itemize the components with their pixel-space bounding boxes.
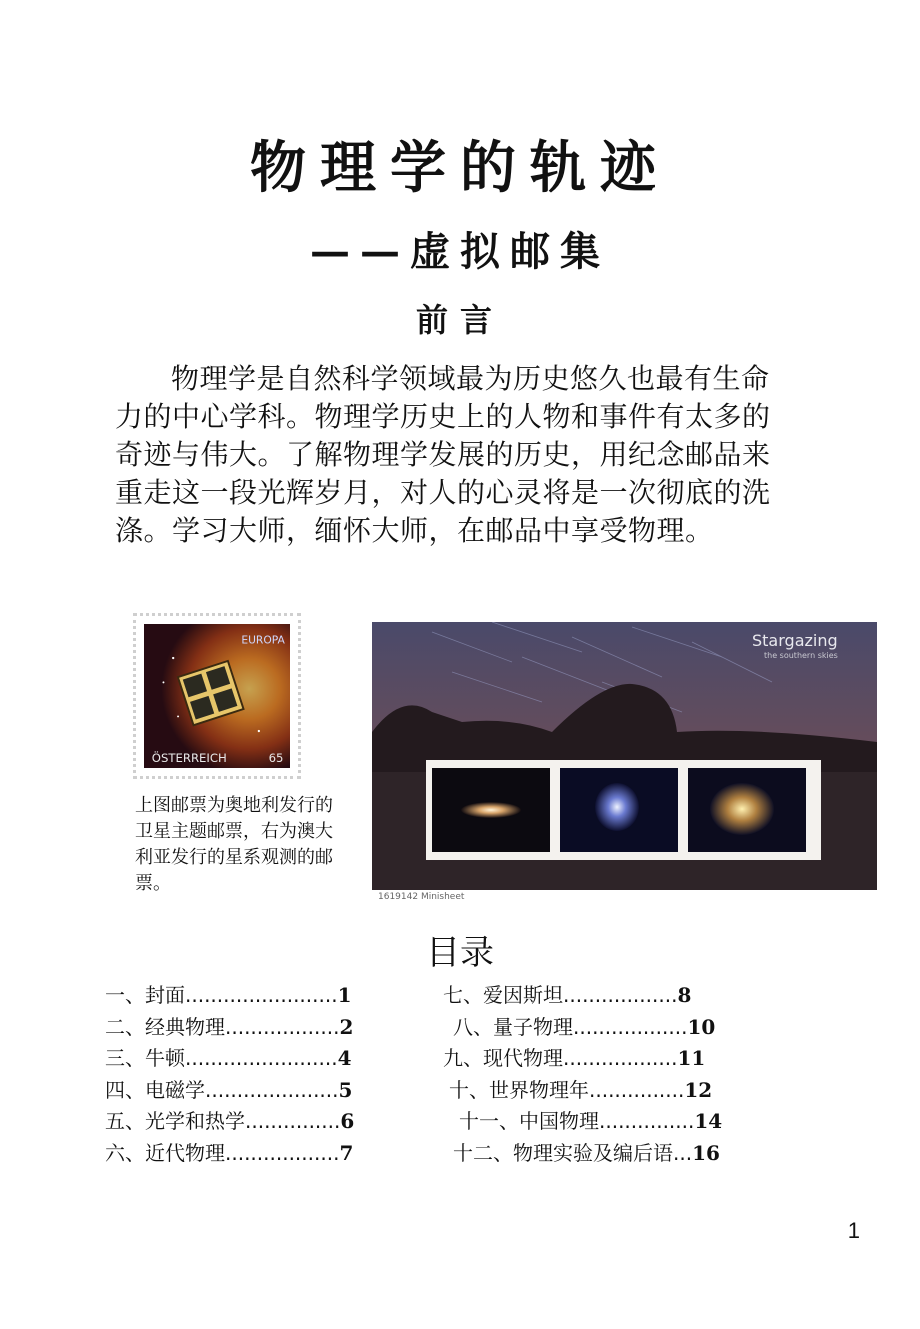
toc-label: 三、牛顿 [105, 1046, 185, 1070]
toc-label: 五、光学和热学 [105, 1109, 245, 1133]
toc-label: 六、近代物理 [105, 1140, 225, 1165]
toc-dots: ............... [589, 1077, 685, 1102]
document-subtitle: ——虚拟邮集 [310, 228, 610, 275]
toc-dots: ............... [599, 1109, 695, 1133]
toc-label: 四、电磁学 [105, 1077, 205, 1102]
toc-label: 十一、中国物理 [459, 1109, 599, 1133]
toc-dots: ........................ [185, 1046, 338, 1070]
stamp-value-text: 65 [268, 751, 284, 766]
toc-dots: ........................ [185, 983, 338, 1007]
stamp-caption: 上图邮票为奥地利发行的卫星主题邮票，右为澳大利亚发行的星系观测的邮票。 [135, 795, 333, 894]
toc-page-number: 12 [684, 1077, 713, 1102]
toc-page-number: 1 [337, 983, 352, 1007]
toc-page-number: 11 [677, 1046, 706, 1070]
toc-dots: .................. [225, 1014, 340, 1039]
toc-page-number: 16 [692, 1140, 720, 1165]
toc-page-number: 6 [340, 1109, 355, 1133]
toc-item[interactable] [105, 1075, 445, 1107]
toc-item[interactable] [443, 1012, 773, 1044]
preface-heading: 前言 [415, 301, 504, 339]
toc-column-right [443, 980, 773, 1169]
page-number: 1 [847, 1218, 860, 1243]
toc-item[interactable] [105, 980, 445, 1012]
toc-label: 七、爱因斯坦 [443, 983, 563, 1007]
toc-item[interactable] [443, 1075, 773, 1107]
toc-page-number: 10 [687, 1014, 716, 1039]
toc-item[interactable] [105, 1012, 445, 1044]
document-title: 物理学的轨迹 [250, 135, 670, 201]
toc-item[interactable] [443, 1106, 773, 1138]
toc-dots: ... [673, 1140, 693, 1165]
toc-page-number: 14 [694, 1109, 723, 1133]
toc-label: 八、量子物理 [453, 1014, 573, 1039]
toc-dots: ............... [245, 1109, 341, 1133]
austria-satellite-stamp [133, 613, 301, 779]
toc-label: 一、封面 [105, 983, 185, 1007]
toc-label: 十、世界物理年 [449, 1077, 589, 1102]
toc-dots: .................. [225, 1140, 340, 1165]
sheet-serial-text: 1619142 Minisheet [378, 892, 465, 902]
toc-item[interactable] [105, 1138, 445, 1170]
sheet-title-text: Stargazing [752, 631, 838, 650]
toc-item[interactable] [443, 980, 773, 1012]
toc-page-number: 2 [339, 1014, 354, 1039]
toc-item[interactable] [443, 1043, 773, 1075]
stamp-brand-text: EUROPA [241, 633, 285, 647]
toc-page-number: 7 [339, 1140, 354, 1165]
toc-dots: .................. [563, 1046, 678, 1070]
toc-item[interactable] [105, 1043, 445, 1075]
toc-page-number: 4 [337, 1046, 352, 1070]
toc-dots: .................. [563, 983, 678, 1007]
toc-heading: 目录 [426, 933, 494, 973]
toc-label: 九、现代物理 [443, 1046, 563, 1070]
toc-label: 二、经典物理 [105, 1014, 225, 1039]
toc-dots: ..................... [205, 1077, 339, 1102]
stamp-country-text: ÖSTERREICH [151, 751, 227, 766]
toc-dots: .................. [573, 1014, 688, 1039]
sheet-subtitle-text: the southern skies [764, 651, 838, 660]
toc-label: 十二、物理实验及编后语 [453, 1140, 673, 1165]
toc-column-left [105, 980, 445, 1169]
toc-page-number: 5 [338, 1077, 353, 1102]
preface-paragraph: 物理学是自然科学领域最为历史悠久也最有生命力的中心学科。物理学历史上的人物和事件有太多的奇迹与伟大。了解物理学发展的历史，用纪念邮品来重走这一段光辉岁月，对人的心灵将是一次彻底的洗涤。学习大师，缅怀大师，在邮品中享受物理。 [115, 362, 771, 547]
toc-page-number: 8 [677, 983, 692, 1007]
toc-item[interactable] [443, 1138, 773, 1170]
australia-stargazing-sheet [372, 622, 877, 902]
toc-item[interactable] [105, 1106, 445, 1138]
